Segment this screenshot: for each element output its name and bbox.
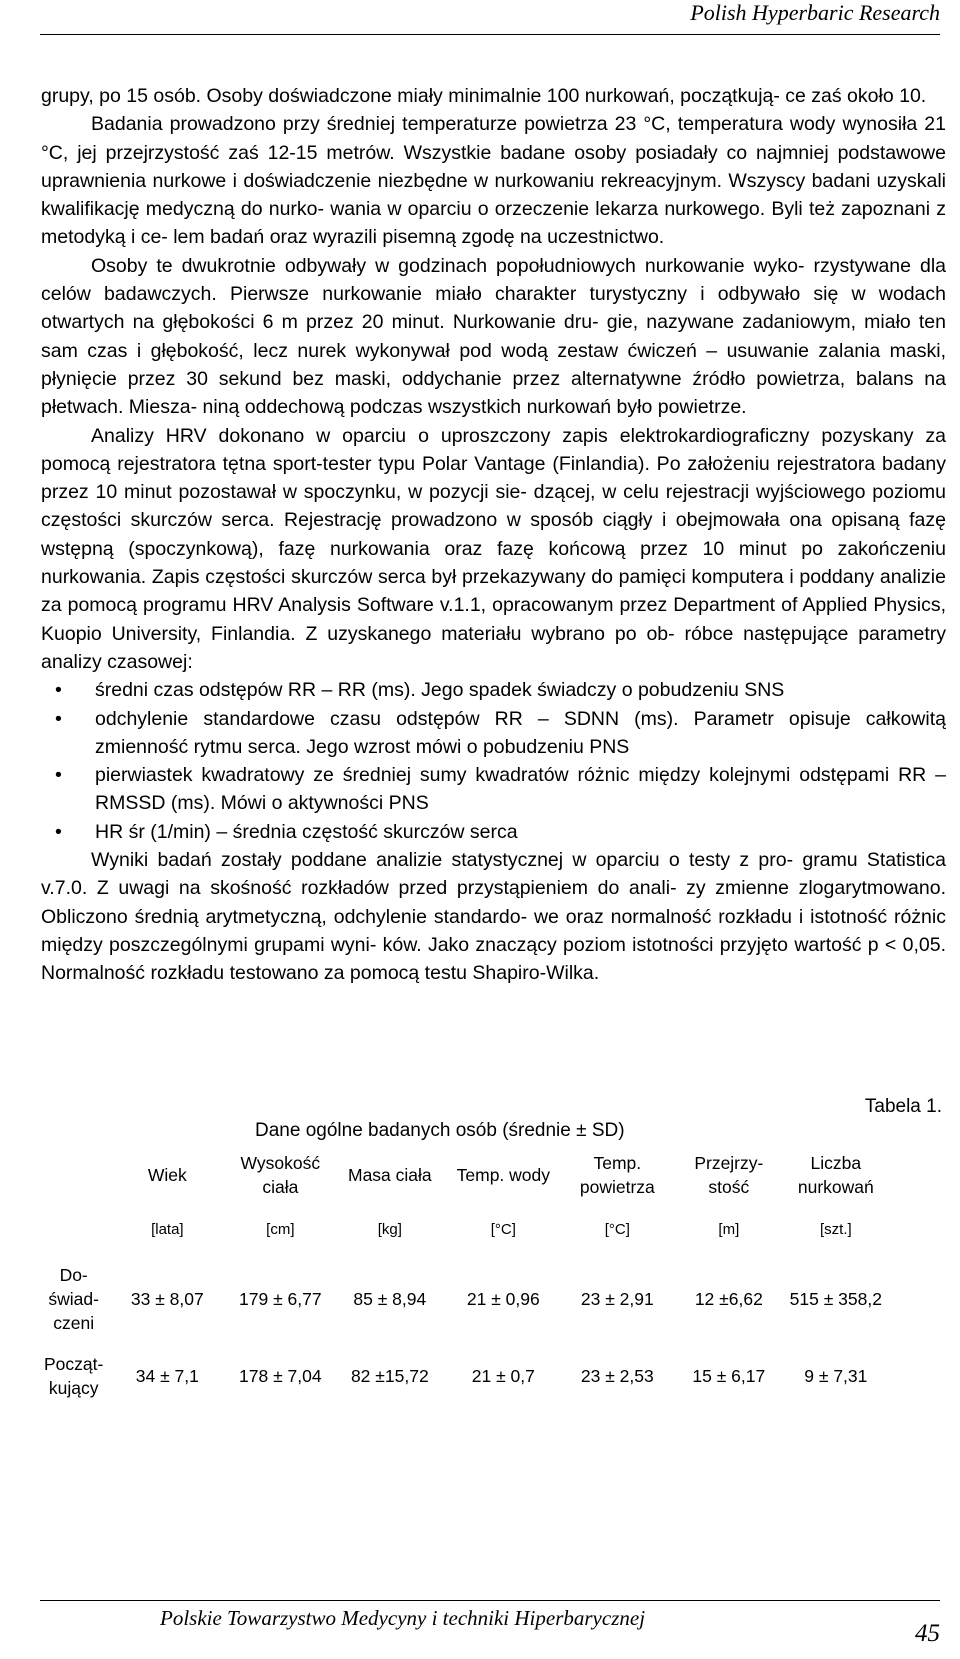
bullet-icon: • [55, 679, 62, 702]
table-corner [40, 1209, 107, 1251]
paragraph-1: grupy, po 15 osób. Osoby doświadczone miały minimalnie 100 nurkowań, początkują- ce zaś około 10. [41, 85, 927, 107]
data-table [40, 1141, 888, 1405]
unit-cell: [kg] [377, 1221, 402, 1238]
data-cell: 21 ± 0,96 [466, 1289, 540, 1309]
article-body [41, 82, 946, 988]
list-item [41, 761, 946, 818]
running-footer: Polskie Towarzystwo Medycyny i techniki Hiperbarycznej [160, 1606, 646, 1630]
data-cell: 33 ± 8,07 [130, 1289, 204, 1309]
data-cell: 21 ± 0,7 [471, 1366, 535, 1386]
data-cell: 179 ± 6,77 [239, 1289, 322, 1309]
bullet-icon: • [55, 764, 62, 787]
data-cell: 82 ±15,72 [350, 1366, 429, 1386]
column-header: Temp. powietrza [579, 1153, 655, 1197]
paragraph-2: Badania prowadzono przy średniej temperaturze powietrza 23 °C, temperatura wody wynosiła 21 °C, jej przejrzystość zaś 12-15 metrów. Wszystkie badane osoby posiadały co najmniej podstawowe uprawnienia nurkowe i doświadczenie niezbędne w nurkowaniu rekreacyjnym. Wszyscy badani uzyskali kwalifikację medyczną do nurko- wania w oparciu o orzeczenie lekarza nurkowego. Byli też zapoznani z metodyką i ce- lem badań oraz wyrazili pisemną zgodę na uczestnictwo. [41, 113, 946, 249]
column-header: Wiek [147, 1165, 187, 1185]
running-header: Polish Hyperbaric Research [690, 0, 940, 25]
table-row [40, 1347, 888, 1405]
data-cell: 15 ± 6,17 [692, 1366, 766, 1386]
list-item-text: odchylenie standardowe czasu odstępów RR – SDNN (ms). Parametr opisuje całkowitą zmienność rytmu serca. Jego wzrost mówi o pobudzeniu PNS [95, 707, 946, 758]
unit-cell: [szt.] [819, 1221, 852, 1238]
unit-cell: [lata] [151, 1221, 184, 1238]
row-label: Począt- kujący [44, 1354, 104, 1398]
list-item-text: HR śr (1/min) – średnia częstość skurczów serca [95, 820, 518, 843]
paragraph-5: Wyniki badań zostały poddane analizie statystycznej w oparciu o testy z pro- gramu Statistica v.7.0. Z uwagi na skośność rozkładów przed przystąpieniem do anali- zy zmienne zlogarytmowano. Obliczono średnią arytmetyczną, odchylenie standardo- we oraz normalność rozkładu i istotność różnic między poszczególnymi grupami wyni- ków. Jako znaczący poziom istotności przyjęto wartość p < 0,05. Normalność rozkładu testowano za pomocą testu Shapiro-Wilka. [41, 849, 946, 985]
column-header: Wysokość ciała [240, 1153, 321, 1197]
data-cell: 85 ± 8,94 [353, 1289, 427, 1309]
data-cell: 23 ± 2,53 [580, 1366, 654, 1386]
row-label: Do- świad- czeni [48, 1265, 99, 1333]
table-row [40, 1251, 888, 1347]
unit-cell: [cm] [266, 1221, 295, 1238]
table-label: Tabela 1. [864, 1096, 942, 1117]
bullet-icon: • [55, 820, 62, 843]
data-cell: 23 ± 2,91 [580, 1289, 654, 1309]
data-cell: 515 ± 358,2 [789, 1289, 882, 1309]
list-item-text: pierwiastek kwadratowy ze średniej sumy kwadratów różnic między kolejnymi odstępami RR – RMSSD (ms). Mówi o aktywności PNS [95, 764, 946, 815]
data-cell: 178 ± 7,04 [239, 1366, 322, 1386]
list-item-text: średni czas odstępów RR – RR (ms). Jego spadek świadczy o pobudzeniu SNS [95, 679, 785, 702]
list-item [41, 676, 946, 704]
paragraph-3: Osoby te dwukrotnie odbywały w godzinach popołudniowych nurkowanie wyko- rzystywane dla celów badawczych. Pierwsze nurkowanie miało charakter turystyczny i odbywało się w wodach otwartych na głębokości 6 m przez 20 minut. Nurkowanie dru- gie, nazywane zadaniowym, miało ten sam czas i głębokość, lecz nurek wykonywał pod wodą zestaw ćwiczeń – usuwanie zalania maski, płynięcie przez 30 sekund bez maski, oddychanie przez alternatywne źródło powietrza, balans na płetwach. Miesza- niną oddechową podczas wszystkich nurkowań było powietrze. [41, 254, 946, 419]
parameter-list [41, 676, 946, 846]
list-item [41, 818, 946, 846]
unit-cell: [°C] [604, 1221, 630, 1238]
bullet-icon: • [55, 707, 62, 730]
header-rule [40, 34, 940, 35]
table-units-row [40, 1209, 888, 1251]
unit-cell: [m] [718, 1221, 740, 1238]
list-item [41, 705, 946, 762]
footer-rule [40, 1600, 940, 1601]
column-header: Liczba nurkowań [797, 1153, 874, 1197]
data-cell: 34 ± 7,1 [135, 1366, 199, 1386]
paragraph-4: Analizy HRV dokonano w oparciu o uproszczony zapis elektrokardiograficzny pozyskany za pomocą rejestratora tętna sport-tester typu Polar Vantage (Finlandia). Po założeniu rejestratora badany przez 10 minut pozostawał w spoczynku, w pozycji sie- dzącej, w celu rejestracji wyjściowego poziomu częstości skurczów serca. Rejestrację prowadzono w sposób ciągły i obejmowała ona opisaną fazę wstępną (spoczynkową), fazę nurkowania oraz fazę końcową przez 10 minut po zakończeniu nurkowania. Zapis częstości skurczów serca był przekazywany do pamięci komputera i poddany analizie za pomocą programu HRV Analysis Software v.1.1, opracowanym przez Department of Applied Physics, Kuopio University, Finlandia. Z uzyskanego materiału wybrano po ob- róbce następujące parametry analizy czasowej: [41, 424, 946, 673]
unit-cell: [°C] [490, 1221, 516, 1238]
column-header: Przejrzy- stość [694, 1153, 764, 1197]
column-header: Masa ciała [348, 1165, 432, 1185]
column-header: Temp. wody [456, 1165, 551, 1185]
table-header-row [40, 1141, 888, 1209]
page-number: 45 [915, 1620, 940, 1647]
data-cell: 9 ± 7,31 [804, 1366, 868, 1386]
data-cell: 12 ±6,62 [694, 1289, 763, 1309]
table-caption: Dane ogólne badanych osób (średnie ± SD) [255, 1120, 625, 1141]
table-corner [40, 1141, 107, 1209]
